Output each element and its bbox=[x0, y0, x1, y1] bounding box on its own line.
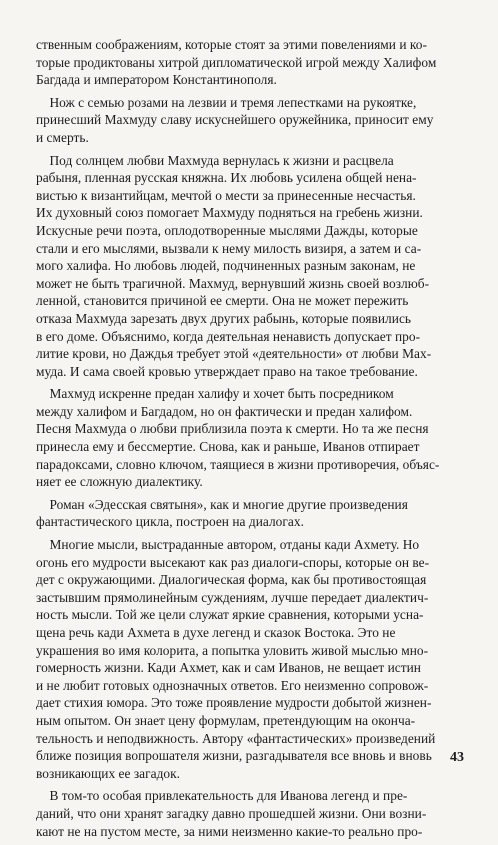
text-line: ленной, становится причиной ее смерти. Она не может пережить bbox=[36, 293, 409, 309]
text-line: даний, что они хранят загадку давно прошедшей жизни. Они возни- bbox=[36, 805, 427, 821]
paragraph-3 bbox=[36, 152, 466, 381]
text-line: между халифом и Багдадом, но он фактически и предан халифом. bbox=[36, 403, 413, 419]
text-line: ность мысли. Той же цели служат яркие сравнения, которыми уcна- bbox=[36, 607, 424, 623]
text-line: и смерть. bbox=[36, 129, 89, 145]
text-line: дает стихия юмора. Это тоже проявление мудрости добытой жизнен- bbox=[36, 695, 432, 711]
text-line: В том-то особая привлекательность для Иванова легенд и пре- bbox=[36, 788, 408, 804]
paragraph-5 bbox=[36, 496, 466, 531]
text-line: муда. И сама своей кровью утверждает право на такое требование. bbox=[36, 363, 418, 379]
text-line: застывшим прямолинейным суждениям, лучше передает диалектич- bbox=[36, 589, 429, 605]
text-line: мого халифа. Но любовь людей, подчиненных разным законам, не bbox=[36, 258, 416, 274]
page-number: 43 bbox=[450, 750, 464, 765]
paragraph-1 bbox=[36, 36, 466, 89]
text-line: гомерность жизни. Кади Ахмет, как и сам Иванов, не вещает истин bbox=[36, 660, 421, 676]
text-line: торые продиктованы хитрой дипломатической игрой между Халифом bbox=[36, 54, 437, 70]
text-line: Роман «Эдесская святыня», как и многие другие произведения bbox=[36, 496, 408, 512]
text-line: возникающих ее загадок. bbox=[36, 765, 181, 781]
text-line: тельность и неподвижность. Автору «фантастических» произведений bbox=[36, 730, 436, 746]
text-line: может не быть трагичной. Махмуд, вернувший жизнь своей возлюб- bbox=[36, 275, 430, 291]
text-line: фантастического цикла, построен на диалогах. bbox=[36, 514, 304, 530]
text-line: и не любит готовых однозначных ответов. Его неизменно сопровож- bbox=[36, 677, 429, 693]
text-line: дет с окружающими. Диалогическая форма, как бы противостоящая bbox=[36, 572, 427, 588]
text-line: принесший Махмуду славу искуснейшего оружейника, приносит ему bbox=[36, 112, 434, 128]
text-line: отказа Махмуда зарезать двух других рабынь, которые появились bbox=[36, 310, 412, 326]
paragraph-6 bbox=[36, 536, 466, 782]
text-line: Нож с семью розами на лезвии и тремя лепестками на рукоятке, bbox=[36, 94, 417, 110]
text-line: Махмуд искренне предан халифу и хочет быть посредником bbox=[36, 386, 394, 402]
paragraph-7 bbox=[36, 787, 466, 840]
text-line: Песня Махмуда о любви приблизила поэта к смерти. Но та же песня bbox=[36, 421, 429, 437]
paragraph-2 bbox=[36, 94, 466, 147]
text-line: рабыня, пленная русская княжна. Их любовь усилена общей нена- bbox=[36, 170, 417, 186]
text-line: принесла ему и бессмертие. Снова, как и раньше, Иванов отпирает bbox=[36, 439, 420, 455]
text-line: Их духовный союз помогает Махмуду подняться на гребень жизни. bbox=[36, 205, 423, 221]
text-line: вистью к византийцам, мечтой о мести за принесенные несчастья. bbox=[36, 187, 416, 203]
text-line: ближе позиция вопрошателя жизни, разгадывателя все вновь и вновь bbox=[36, 748, 432, 764]
text-line: ственным соображениям, которые стоят за этими повелениями и ко- bbox=[36, 37, 427, 52]
page-body bbox=[36, 36, 466, 845]
text-line: парадоксами, словно ключом, таящиеся в жизни противоречия, объяс- bbox=[36, 456, 440, 472]
text-line: стали и его мыслями, вызвали к нему милость визиря, а затем и са- bbox=[36, 240, 422, 256]
text-line: ным опытом. Он знает цену формулам, претендующим на оконча- bbox=[36, 712, 416, 728]
text-line: литие крови, но Даждья требует этой «деятельности» от любви Мах- bbox=[36, 346, 432, 362]
paragraph-4 bbox=[36, 385, 466, 491]
text-line: Многие мысли, выстраданные автором, отданы кади Ахмету. Но bbox=[36, 537, 420, 553]
text-line: кают не на пустом месте, за ними неизменно какие-то реально про- bbox=[36, 823, 423, 839]
text-line: Искусные речи поэта, оплодотворенные мыслями Дажды, которые bbox=[36, 222, 418, 238]
text-line: украшения во имя колорита, а попытка уловить живой мыслью мно- bbox=[36, 642, 429, 658]
text-line: няет ее сложную диалектику. bbox=[36, 474, 203, 490]
text-line: в его доме. Объяснимо, когда деятельная ненависть допускает про- bbox=[36, 328, 421, 344]
text-line: огонь его мудрости высекают как раз диалоги-споры, которые он ве- bbox=[36, 554, 430, 570]
text-line: щена речь кади Ахмета в духе легенд и сказок Востока. Это не bbox=[36, 625, 396, 640]
text-line: Под солнцем любви Махмуда вернулась к жизни и расцвела bbox=[36, 152, 394, 168]
text-line: Багдада и императором Константинополя. bbox=[36, 72, 277, 88]
